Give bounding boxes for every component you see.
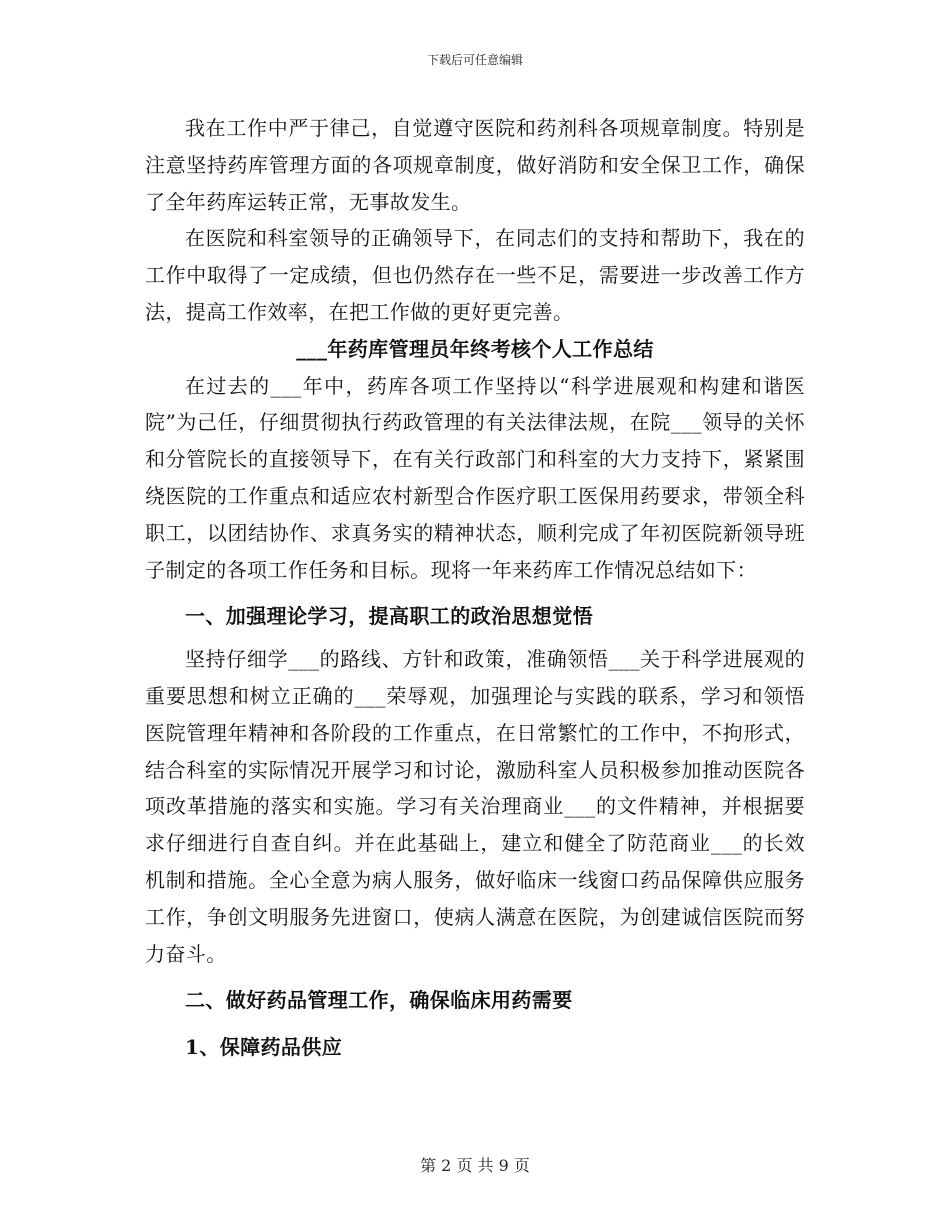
paragraph-introduction: 在过去的___年中，药库各项工作坚持以“科学进展观和构建和谐医院”为己任，仔细贯彻执行药政管理的有关法律法规，在院___领导的关怀和分管院长的直接领导下，在有关行政部门和科室的大力支持下，紧紧围绕医院的工作重点和适应农村新型合作医疗职工医保用药要求，带领全科职工，以团结协作、求真务实的精神状态，顺利完成了年初医院新领导班子制定的各项工作任务和目标。现将一年来药库工作情况总结如下： [145,373,805,582]
page-header: 下载后可任意编辑 [426,53,523,67]
document-title: ___年药库管理员年终考核个人工作总结 [296,336,654,361]
page-number: 第 2 页 共 9 页 [420,1156,530,1175]
subsection-heading-drug-supply: 1、保障药品供应 [185,1035,343,1060]
paragraph-achievements: 在医院和科室领导的正确领导下，在同志们的支持和帮助下，我在的工作中取得了一定成绩，但也仍然存在一些不足，需要进一步改善工作方法，提高工作效率，在把工作做的更好更完善。 [145,226,805,324]
section-heading-drug-management: 二、做好药品管理工作，确保临床用药需要 [185,988,573,1013]
paragraph-theory-study: 坚持仔细学___的路线、方针和政策，准确领悟___关于科学进展观的重要思想和树立正确的___荣辱观，加强理论与实践的联系，学习和领悟医院管理年精神和各阶段的工作重点，在日常繁忙的工作中，不拘形式，结合科室的实际情况开展学习和讨论，激励科室人员积极参加推动医院各项改革措施的落实和实施。学习有关治理商业___的文件精神，并根据要求仔细进行自查自纠。并在此基础上，建立和健全了防范商业___的长效机制和措施。全心全意为病人服务，做好临床一线窗口药品保障供应服务工作，争创文明服务先进窗口，使病人满意在医院，为创建诚信医院而努力奋斗。 [145,647,805,966]
section-heading-theory-study: 一、加强理论学习，提高职工的政治思想觉悟 [185,604,593,629]
document-body [145,110,805,1066]
paragraph-discipline: 我在工作中严于律己，自觉遵守医院和药剂科各项规章制度。特别是注意坚持药库管理方面的各项规章制度，做好消防和安全保卫工作，确保了全年药库运转正常，无事故发生。 [145,116,805,214]
